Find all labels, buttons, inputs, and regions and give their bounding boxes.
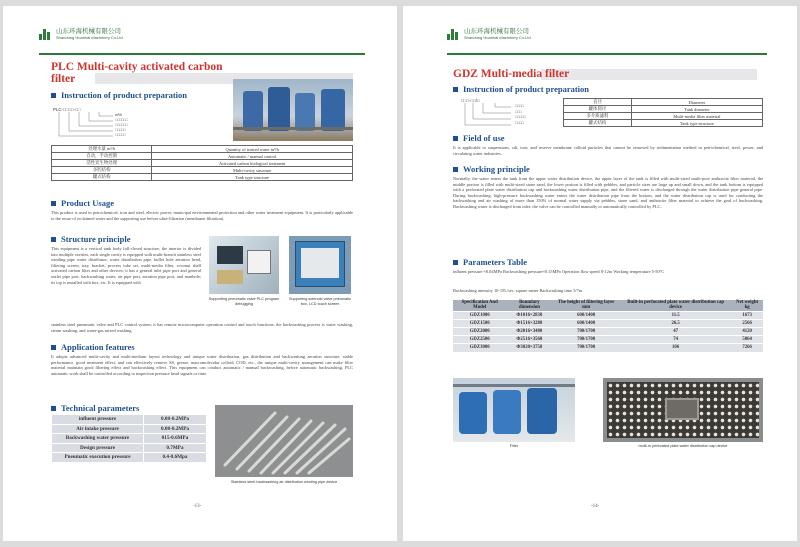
params-text-1: influent pressure ≈0.04MPa Backwashing pressure≈0.15MPa Operation flow speed 8-12m Working temperature 5-50°C (453, 269, 665, 274)
section-technical (51, 403, 139, 413)
section-label: Working principle (463, 164, 530, 174)
param-name: Design pressure (52, 443, 144, 453)
winding-pipe-photo (215, 405, 353, 477)
table-cell: Φ2016×3480 (506, 328, 552, 336)
param-value: 0.4-0.6Mpa (144, 453, 207, 463)
section-instruction-label: Instruction of product preparation (61, 90, 188, 100)
tech-params-table (51, 414, 207, 463)
section-label: Instruction of product preparation (463, 84, 590, 94)
right-page (403, 6, 797, 541)
left-page (3, 6, 397, 541)
code-label: □□□□□□ (115, 118, 129, 122)
section-structure (51, 234, 131, 244)
code-label: □□□□□ (515, 115, 526, 119)
table-row (52, 174, 353, 181)
table-cell: GDZ2000 (453, 328, 506, 336)
table-row (52, 443, 207, 453)
table-row (453, 328, 763, 336)
section-usage-label: Product Usage (61, 198, 114, 208)
page-title-line1: PLC Multi-cavity activated carbon (51, 61, 223, 73)
table-cell: 直径 (564, 99, 632, 106)
section-application (51, 342, 135, 352)
code-diagram (53, 110, 148, 140)
table-cell: Diameter (631, 99, 762, 106)
params-text-2: Backwashing intensity 10-15L/sec. square meter Backwashing time 5/7m (453, 288, 583, 293)
param-value: 0.08-0.2MPa (144, 424, 207, 434)
table-cell: 600/1400 (552, 320, 620, 328)
plc-photo (209, 236, 279, 294)
table-cell: 多介质滤料 (564, 113, 632, 120)
table-cell: 自动，手动控制 (52, 153, 152, 160)
page-number-right: -14- (591, 504, 600, 509)
table-cell: 74 (620, 336, 731, 344)
application-text: It adopts advanced multi-cavity and multi-medium layout technology and unique water distribution, gas distribution and backwashing aeration structure, stable performance, good treatment effect, and can effectively remove SS, grease, macromolecular colloid, COD, etc., the unique multi-cavity arrangement can make filter material maintain good filtering effect and backwashing effect. This equipment can conduct automatic / manual backwashing, before automatic backwashing, PLC automatic work shall be controlled according to inspection pressure head signals or time. (51, 354, 353, 376)
caption-plc: Supporting pneumatic valve PLC program debugging (208, 297, 280, 306)
table-row (453, 344, 763, 352)
table-row (564, 99, 763, 106)
pipe-drawing (215, 405, 353, 477)
table-cell: 罐式结构 (52, 174, 152, 181)
table-cell: 26.5 (620, 320, 731, 328)
section-application-label: Application features (61, 342, 135, 352)
table-row (52, 434, 207, 444)
table-header-row (453, 300, 763, 312)
table-cell: 47 (620, 328, 731, 336)
table-row (453, 320, 763, 328)
section-usage (51, 198, 114, 208)
code-label: □□□□□□ (115, 123, 129, 127)
table-cell: Activated carbon biological treatment (152, 160, 353, 167)
logo-en-text: Shandong Huanhai Machinery Co.Ltd (56, 35, 123, 40)
equipment-photo (233, 79, 353, 141)
table-cell: 2566 (731, 320, 763, 328)
table-cell: GDZ2500 (453, 336, 506, 344)
table-cell: Multi-media filter material (631, 113, 762, 120)
code-labels (115, 113, 128, 138)
table-row (52, 146, 353, 153)
logo-icon (447, 28, 461, 40)
table-cell: 多腔结构 (52, 167, 152, 174)
table-row (52, 167, 353, 174)
table-cell: GDZ3000 (453, 344, 506, 352)
section-label: Parameters Table (463, 257, 527, 267)
section-technical-label: Technical parameters (61, 403, 140, 413)
table-row (564, 120, 763, 127)
param-value: 0.08-0.2MPa (144, 415, 207, 425)
table-cell: 1673 (731, 312, 763, 320)
table-cell: 700/1700 (552, 336, 620, 344)
column-header: The height of filtering layer mm (552, 300, 620, 312)
table-row (52, 424, 207, 434)
company-logo (39, 28, 123, 40)
table-cell: 11.5 (620, 312, 731, 320)
table-row (52, 415, 207, 425)
table-cell: GDZ1500 (453, 320, 506, 328)
usage-text: This product is used in petrochemical, iron and steel, electric power, municipal environmental protection and other water treatment equipment. It is particularly applicable to the reuse of reclaimed water and the supporting use before ultra-filtration (membrane filtration). (51, 210, 353, 221)
table-row (52, 160, 353, 167)
table-row (52, 453, 207, 463)
product-code: PLC-□□□□-□□ (53, 107, 81, 112)
column-header: Boundary dimension (506, 300, 552, 312)
logo-icon (39, 28, 53, 40)
parameters-table (453, 300, 763, 352)
table-row (564, 106, 763, 113)
code-label: □□□□ (515, 104, 524, 108)
logo-cn-text: 山东环海机械有限公司 (56, 27, 121, 35)
table-cell: Φ1016×2830 (506, 312, 552, 320)
table-row (453, 336, 763, 344)
caption-pipes: Stainless steel backwashing air distribution winding pipe device (230, 480, 338, 484)
section-instruction-right (453, 84, 589, 94)
page-title-right: GDZ Multi-media filter (453, 68, 570, 80)
param-name: Backwashing water pressure (52, 434, 144, 444)
structure-text: This equipment is a vertical tank body full-closed structure, the interior is divided into multiple cavities, each single cavity is equipped with multi-branch stainless steel winding pipe water distributor, water distribution pipe, bullet hole aeration head, filtering screen, tray, bracket, process tube set, multi-media filter, coconut shell activated carbon filter and other devices; it has a general inlet pipe port and general outlet pipe port, backwashing water, air pipe port, aeration pipe port, and manhole; its top is installed with box, etc. It is equipped with (51, 246, 201, 285)
logo-cn-text: 山东环海机械有限公司 (464, 27, 529, 35)
code-label: m³/h (115, 113, 123, 117)
table-cell: Φ3020×3750 (506, 344, 552, 352)
table-cell: Automatic / manual control (152, 153, 353, 160)
section-field (453, 133, 505, 143)
param-name: Pneumatic execution pressure (52, 453, 144, 463)
table-cell: Φ2516×3560 (506, 336, 552, 344)
table-row (453, 312, 763, 320)
table-cell: 106 (620, 344, 731, 352)
code-label: □□□□□ (115, 133, 126, 137)
table-row (564, 113, 763, 120)
table-cell: 罐式结构 (564, 120, 632, 127)
structure-text-cont: stainless steel pneumatic valve and PLC control system; it has remote microcomputer operation control and touch functions; the backwashing process is water washing, steam washing, and water-gas mixed washing. (51, 322, 353, 333)
table-cell: Multi-cavity structure (152, 167, 353, 174)
solenoid-box-photo (289, 236, 351, 294)
section-working (453, 164, 530, 174)
table-cell: Φ1516×3280 (506, 320, 552, 328)
table-cell: GDZ1000 (453, 312, 506, 320)
perforated-plate-photo (603, 378, 763, 442)
section-parameters (453, 257, 527, 267)
company-logo-right (447, 28, 531, 40)
table-cell: 4120 (731, 328, 763, 336)
section-structure-label: Structure principle (61, 234, 131, 244)
page-number-left: -13- (193, 504, 202, 509)
table-cell: 600/1400 (552, 312, 620, 320)
field-text: It is applicable to suspensions, silt, iron, and reserve membrane colloid particles that cannot be removed by sedimentation method in petrochemical, steel, power, and circulating water industries. (453, 145, 763, 156)
caption-filter: Filter (509, 444, 519, 448)
param-name: Air intake pressure (52, 424, 144, 434)
table-cell: 700/1700 (552, 328, 620, 336)
working-text: Normally, the water enters the tank from the upper water distribution device, the upper layer of the tank is filled with multi-sized multi-pore anthracite filter material, the middle portion is filled with multi-sized stone sand, the lower portion is filled with pebbles, and particle sizes are large up and small down, and the tank bottom is equipped with a perforated plate water distribution cap and backwashing water distribution pipe, and the filtered water is discharged through the water distribution pipe general pipe. During backwashing, high-pressure backwashing water enters the water distribution pipe from the bottom, and the water distribution cap is used for conducting the backwashing and air washing of more than 150% of normal water supply via pebbles, stone sand, and anthracite filter material to achieve the goal of backwashing. Backwashing water is discharged from inlet; the valve can be controlled manually or automatically controlled by PLC. (453, 176, 763, 209)
table-cell: 处理水量 m³/h (52, 146, 152, 153)
param-name: influent pressure (52, 415, 144, 425)
filter-photo (453, 378, 575, 442)
column-header: Net weight kg (731, 300, 763, 312)
title-band (541, 69, 757, 80)
page-title-line2: filter (51, 73, 76, 85)
table-cell: Quantity of treated water m³/h (152, 146, 353, 153)
caption-solenoid: Supporting solenoid valve pneumatic box, LCD touch screen (288, 297, 352, 306)
code-label: □□□□ (515, 120, 524, 125)
param-value: 015-0.6MPa (144, 434, 207, 444)
table-cell: 活性炭生物处理 (52, 160, 152, 167)
column-header: Specification And Model (453, 300, 506, 312)
code-label: □□□ (515, 109, 522, 114)
column-header: Built-in perforated plate water distribution cap device (620, 300, 731, 312)
table-cell: 7266 (731, 344, 763, 352)
product-code-right: □□□-□□/□ (461, 98, 480, 103)
param-value: 0.7MPa (144, 443, 207, 453)
header-rule (447, 53, 767, 55)
code-label: □□□□□ (115, 128, 126, 132)
caption-perforated-plate: multi-m perforated plate water distribution cap device (638, 444, 728, 448)
table-cell: Tank type structure (152, 174, 353, 181)
table-cell: 700/1700 (552, 344, 620, 352)
table-row (52, 153, 353, 160)
spec-table-right (563, 98, 763, 127)
table-cell: 罐体筒径 (564, 106, 632, 113)
spec-table (51, 145, 353, 181)
table-cell: 5064 (731, 336, 763, 344)
code-labels-right (515, 104, 526, 126)
table-cell: Tank type structure (631, 120, 762, 127)
table-cell: Tank diameter (631, 106, 762, 113)
section-label: Field of use (463, 133, 505, 143)
section-instruction (51, 90, 187, 100)
logo-en-text: Shandong Huanhai Machinery Co.Ltd (464, 35, 531, 40)
header-rule (39, 53, 365, 55)
